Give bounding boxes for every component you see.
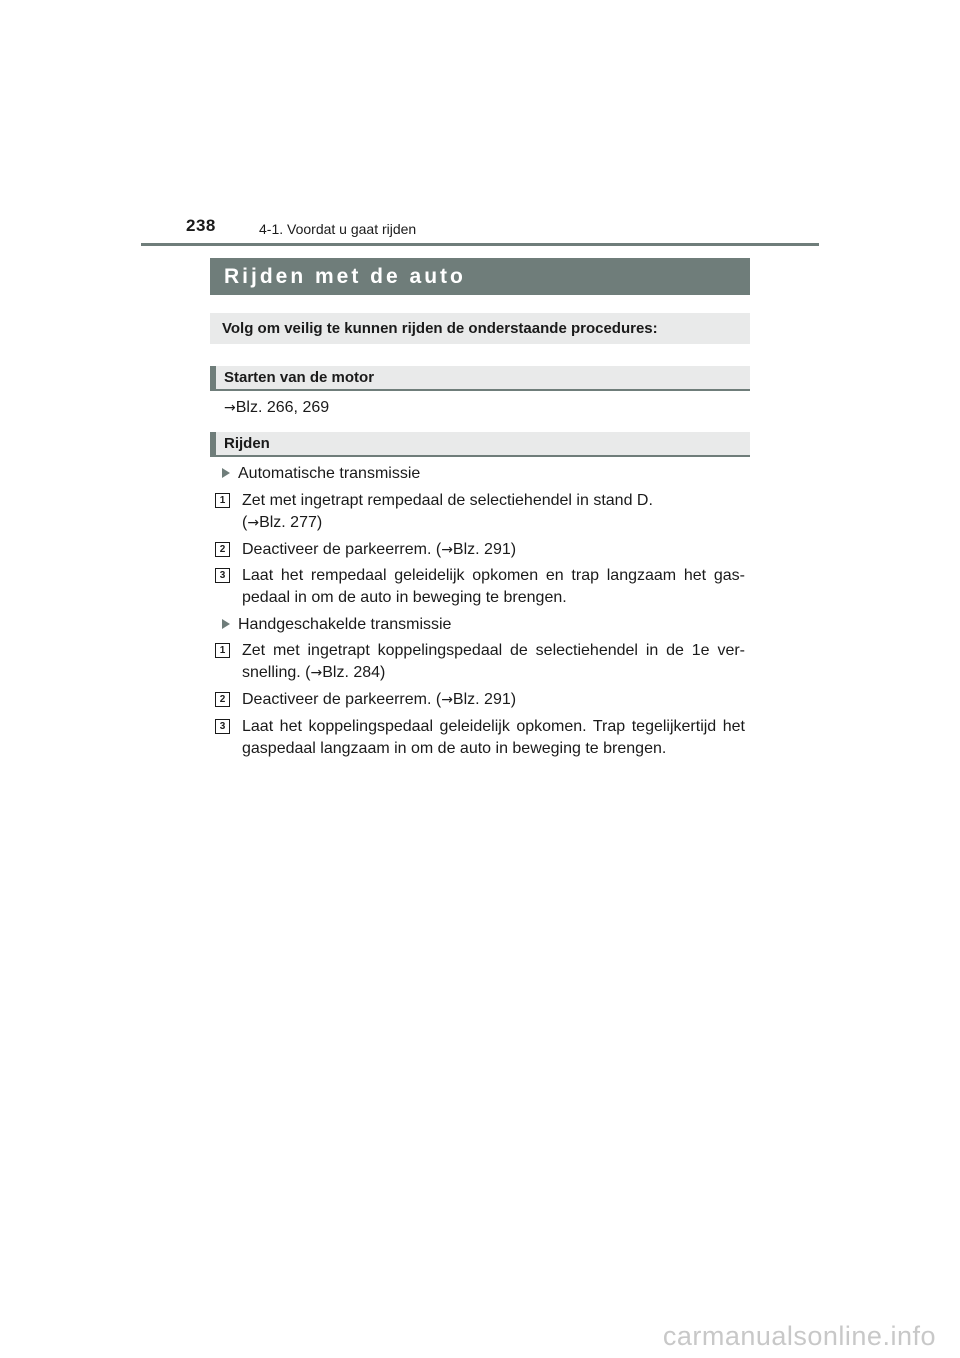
subheading-driving-label: Rijden [224, 435, 270, 452]
step-text [242, 640, 745, 684]
step-number-badge: 3 [215, 719, 230, 734]
automatic-step-3 [215, 565, 745, 609]
subheading-starting [210, 366, 750, 391]
manual-step-1 [215, 640, 745, 684]
step-text-paren: ( [242, 514, 248, 531]
automatic-step-1 [215, 490, 745, 534]
step-text-line: Zet met ingetrapt koppelingspedaal de selectiehendel in de 1e ver-snelling. ( [242, 642, 745, 681]
chapter-title: 4-1. Voordat u gaat rijden [259, 221, 417, 237]
starting-reference [224, 397, 329, 419]
step-number-badge: 2 [215, 692, 230, 707]
step-page-reference: Blz. 277) [259, 514, 323, 531]
header-rule [141, 243, 819, 246]
step-text [242, 689, 745, 711]
intro-text: Volg om veilig te kunnen rijden de onderstaande procedures: [222, 320, 658, 337]
step-page-reference: Blz. 291) [452, 541, 517, 558]
page-number: 238 [186, 216, 216, 235]
step-number-badge: 2 [215, 542, 230, 557]
arrow-right-icon: → [441, 542, 453, 558]
step-number-badge: 3 [215, 568, 230, 583]
subheading-starting-label: Starten van de motor [224, 369, 375, 386]
arrow-right-icon: → [247, 515, 260, 531]
subheading-driving [210, 432, 750, 457]
triangle-bullet-icon [222, 468, 230, 478]
step-text-line: Deactiveer de parkeerrem. ( [242, 541, 442, 558]
step-text [242, 490, 745, 534]
step-number-badge: 1 [215, 493, 230, 508]
manual-step-3 [215, 716, 745, 760]
watermark: carmanualsonline.info [662, 1321, 936, 1351]
arrow-right-icon: → [224, 400, 236, 416]
automatic-transmission-label [222, 463, 420, 485]
intro-box [210, 313, 750, 344]
section-title-banner [210, 258, 750, 295]
automatic-transmission-text: Automatische transmissie [238, 465, 421, 482]
step-text-line: Zet met ingetrapt rempedaal de selectiehendel in stand D. [242, 492, 653, 509]
step-number-badge: 1 [215, 643, 230, 658]
step-page-reference: Blz. 284) [322, 664, 386, 681]
triangle-bullet-icon [222, 619, 230, 629]
arrow-right-icon: → [310, 665, 323, 681]
manual-transmission-label [222, 614, 451, 636]
section-title: Rijden met de auto [224, 264, 466, 288]
step-page-reference: Blz. 291) [452, 691, 517, 708]
automatic-step-2 [215, 539, 745, 561]
step-text: Laat het koppelingspedaal geleidelijk opkomen. Trap tegelijkertijd het gaspedaal langzaam in om de auto in beweging te brengen. [242, 718, 745, 757]
manual-step-2 [215, 689, 745, 711]
starting-reference-text: Blz. 266, 269 [235, 399, 330, 416]
manual-transmission-text: Handgeschakelde transmissie [238, 616, 452, 633]
step-text: Laat het rempedaal geleidelijk opkomen en trap langzaam het gas-pedaal in om de auto in beweging te brengen. [242, 567, 745, 606]
arrow-right-icon: → [441, 692, 453, 708]
step-text [242, 539, 745, 561]
step-text-line: Deactiveer de parkeerrem. ( [242, 691, 442, 708]
